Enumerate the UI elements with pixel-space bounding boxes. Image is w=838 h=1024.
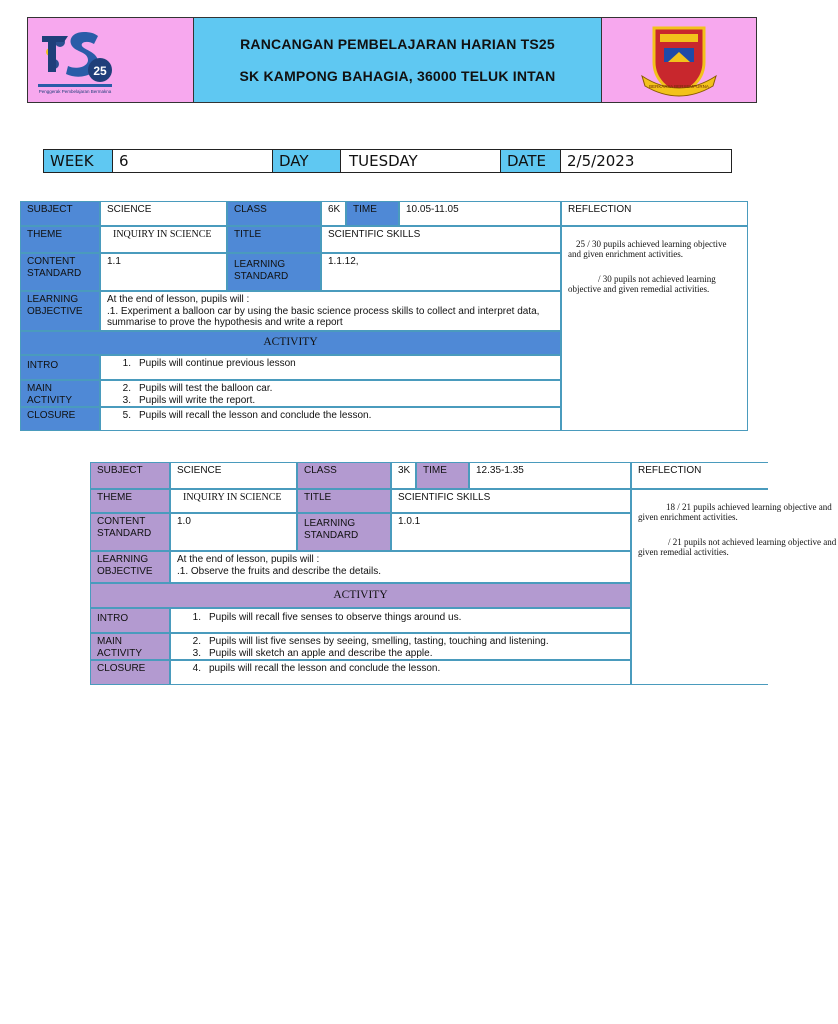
reflection-label: REFLECTION [561,201,748,226]
learning-standard-value: 1.0.1 [391,513,631,551]
main-item: 2. Pupils will list five senses by seeing, smelling, tasting, touching and listening. [192,636,549,647]
subject-value: SCIENCE [170,462,297,489]
learning-objective-value [100,291,561,331]
day-label: DAY [273,150,341,172]
week-value: 6 [113,150,273,172]
plan-title: RANCANGAN PEMBELAJARAN HARIAN TS25 [240,36,555,52]
ts25-logo-tagline: Penggerak Pembelajaran Bermakna [38,89,112,94]
reflection-not-achieved: / 30 pupils not achieved learning objective and given remedial activities. [568,273,716,295]
theme-label: THEME [90,489,170,513]
ts25-logo [28,18,194,102]
main-activity-label: MAIN ACTIVITY [20,380,100,407]
main-item: 3. Pupils will write the report. [122,394,256,406]
week-label: WEEK [44,150,113,172]
reflection-label: REFLECTION [631,462,768,489]
closure-label: CLOSURE [20,407,100,431]
closure-item: 5. Pupils will recall the lesson and conclude the lesson. [122,410,372,421]
activity-header: ACTIVITY [20,331,561,355]
objective-text: .1. Experiment a balloon car by using the basic science process skills to collect and interpret data, summarise to prove the hypothesis and write a report [107,305,540,328]
reflection-body [631,489,837,685]
reflection-not-achieved: / 21 pupils not achieved learning objective and given remedial activities. [638,536,837,558]
ts25-logo-panel [28,18,194,102]
time-label: TIME [346,201,399,226]
closure-content [170,660,631,685]
week-day-date-strip [43,149,732,173]
main-item: 3. Pupils will sketch an apple and describe the apple. [192,647,433,659]
learning-standard-label: LEARNING STANDARD [227,253,321,291]
main-item: 2. Pupils will test the balloon car. [122,383,273,394]
content-standard-label: CONTENT STANDARD [20,253,100,291]
learning-objective-label: LEARNING OBJECTIVE [20,291,100,331]
title-value: SCIENTIFIC SKILLS [391,489,631,513]
learning-standard-value: 1.1.12, [321,253,561,291]
class-label: CLASS [227,201,321,226]
closure-content [100,407,561,431]
main-activity-content [170,633,631,660]
title-value: SCIENTIFIC SKILLS [321,226,561,253]
theme-value: INQUIRY IN SCIENCE [100,226,227,253]
time-label: TIME [416,462,469,489]
reflection-achieved: 18 / 21 pupils achieved learning objective and given enrichment activities. [638,502,832,523]
school-crest-panel [602,18,756,102]
objective-text: .1. Observe the fruits and describe the details. [177,565,381,577]
intro-content [170,608,631,633]
theme-value: INQUIRY IN SCIENCE [170,489,297,513]
intro-label: INTRO [20,355,100,380]
objective-intro: At the end of lesson, pupils will : [177,554,320,565]
lesson-table-2 [90,462,837,685]
title-label: TITLE [297,489,391,513]
header-title-box [194,18,602,102]
time-value: 12.35-1.35 [469,462,631,489]
reflection-achieved: 25 / 30 pupils achieved learning objective and given enrichment activities. [568,239,727,260]
intro-item: 1. Pupils will recall five senses to observe things around us. [192,612,462,623]
lesson-table-1 [20,201,748,431]
theme-label: THEME [20,226,100,253]
closure-item: 4. pupils will recall the lesson and conclude the lesson. [192,663,441,674]
date-value: 2/5/2023 [567,152,635,170]
learning-standard-label: LEARNING STANDARD [297,513,391,551]
learning-objective-label: LEARNING OBJECTIVE [90,551,170,583]
content-standard-value: 1.0 [170,513,297,551]
learning-objective-value [170,551,631,583]
class-label: CLASS [297,462,391,489]
class-value: 6K [321,201,346,226]
time-value: 10.05-11.05 [399,201,561,226]
svg-text:25: 25 [93,64,107,78]
header-banner [27,17,757,103]
closure-label: CLOSURE [90,660,170,685]
intro-label: INTRO [90,608,170,633]
content-standard-label: CONTENT STANDARD [90,513,170,551]
subject-value: SCIENCE [100,201,227,226]
main-activity-content [100,380,561,407]
intro-item: 1. Pupils will continue previous lesson [122,358,296,369]
objective-intro: At the end of lesson, pupils will : [107,294,250,305]
title-label: TITLE [227,226,321,253]
subject-label: SUBJECT [20,201,100,226]
activity-header: ACTIVITY [90,583,631,608]
date-label: DATE [501,150,561,172]
content-standard-value: 1.1 [100,253,227,291]
crest-motto: BERKARYA BERSEMPURNA [649,84,709,89]
main-activity-label: MAIN ACTIVITY [90,633,170,660]
school-crest-icon [602,18,756,102]
class-value: 3K [391,462,416,489]
school-name: SK KAMPONG BAHAGIA, 36000 TELUK INTAN [239,68,556,84]
intro-content [100,355,561,380]
subject-label: SUBJECT [90,462,170,489]
day-value: TUESDAY [341,150,501,172]
reflection-body [561,226,748,431]
